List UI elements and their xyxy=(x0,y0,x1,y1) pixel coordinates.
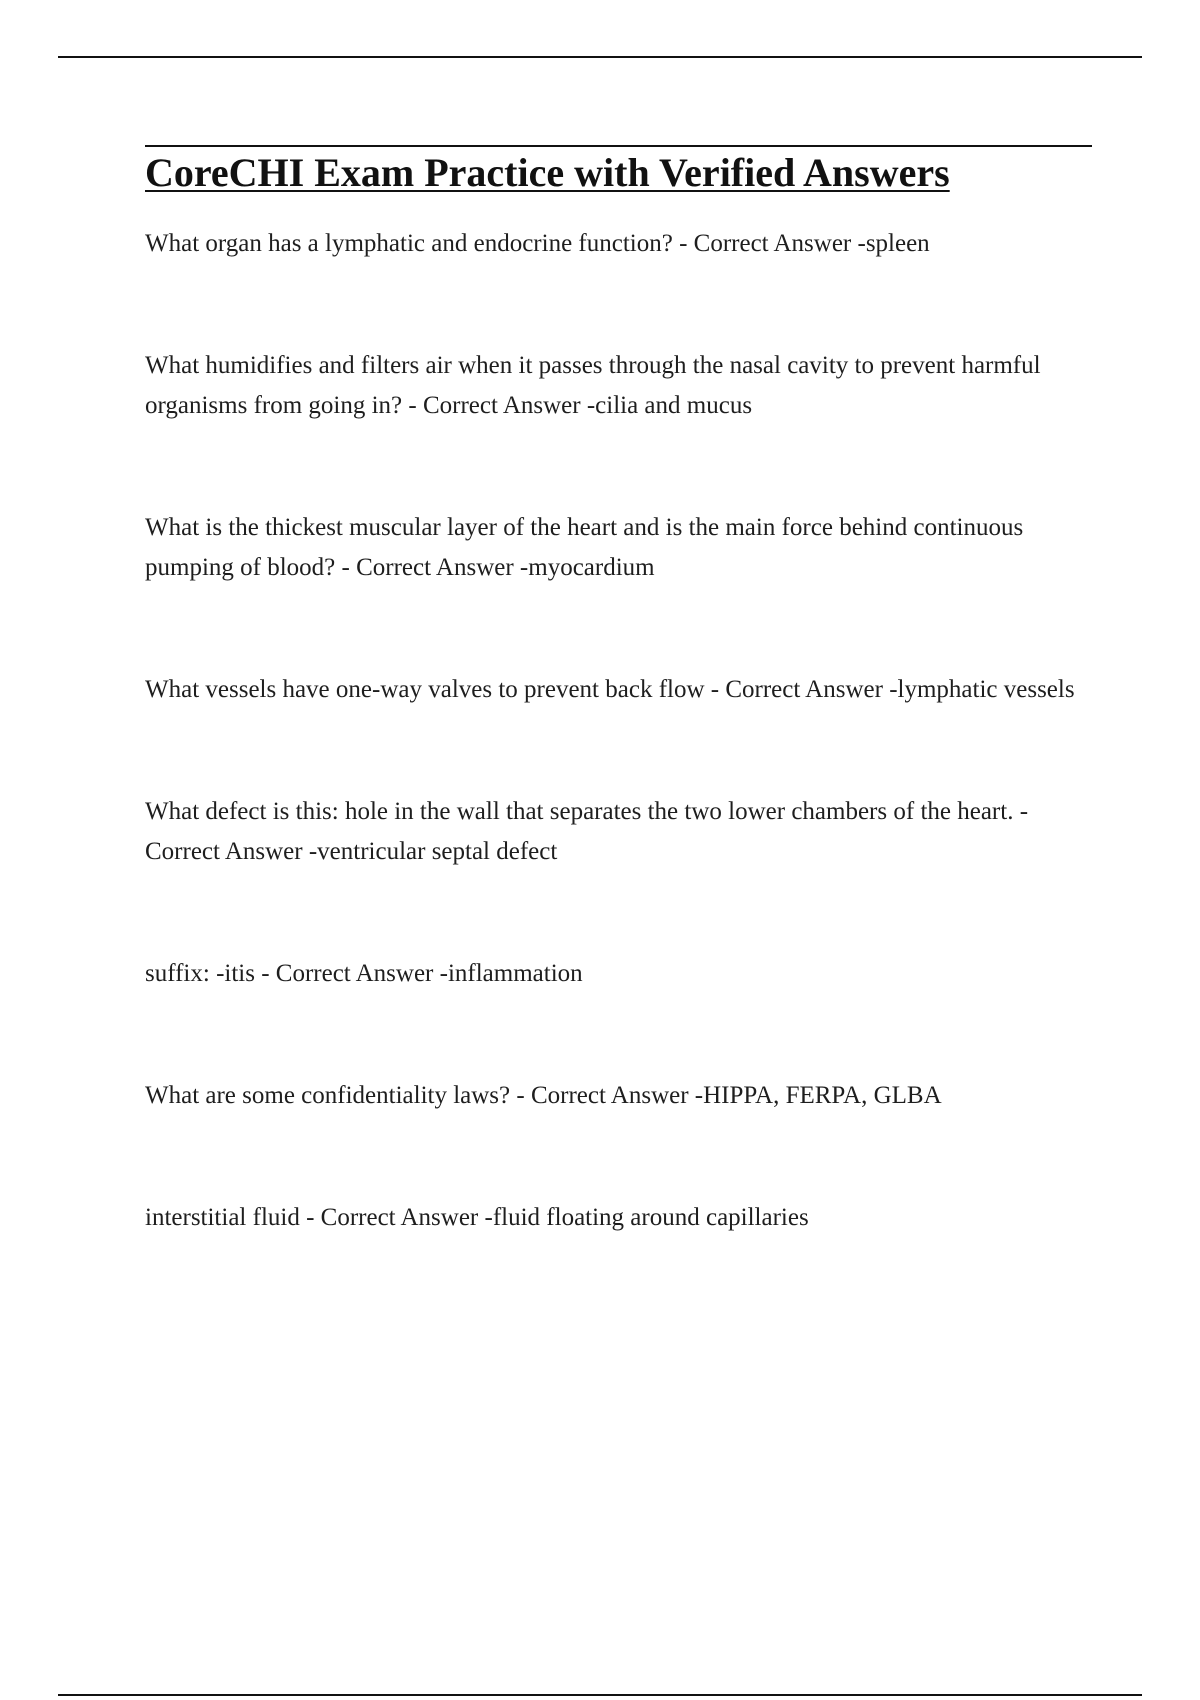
qa-list xyxy=(145,224,1085,1238)
qa-item-7: What are some confidentiality laws? - Correct Answer -HIPPA, FERPA, GLBA xyxy=(145,1082,942,1109)
qa-item-5: What defect is this: hole in the wall that separates the two lower chambers of the heart. - Correct Answer -ventricular septal defect xyxy=(145,798,1029,865)
qa-item-6: suffix: -itis - Correct Answer -inflammation xyxy=(145,960,583,987)
page-bottom-rule xyxy=(58,1694,1142,1696)
qa-item-3: What is the thickest muscular layer of the heart and is the main force behind continuous pumping of blood? - Correct Answer -myocardium xyxy=(145,514,1024,581)
qa-item-1: What organ has a lymphatic and endocrine function? - Correct Answer -spleen xyxy=(145,230,930,257)
qa-item-4: What vessels have one-way valves to prevent back flow - Correct Answer -lymphatic vessels xyxy=(145,676,1075,703)
document-title: CoreCHI Exam Practice with Verified Answers xyxy=(145,150,950,195)
qa-item-2: What humidifies and filters air when it passes through the nasal cavity to prevent harmful organisms from going in? - Correct Answer -cilia and mucus xyxy=(145,352,1041,419)
page-top-rule xyxy=(58,56,1142,58)
qa-item-8: interstitial fluid - Correct Answer -fluid floating around capillaries xyxy=(145,1204,809,1231)
